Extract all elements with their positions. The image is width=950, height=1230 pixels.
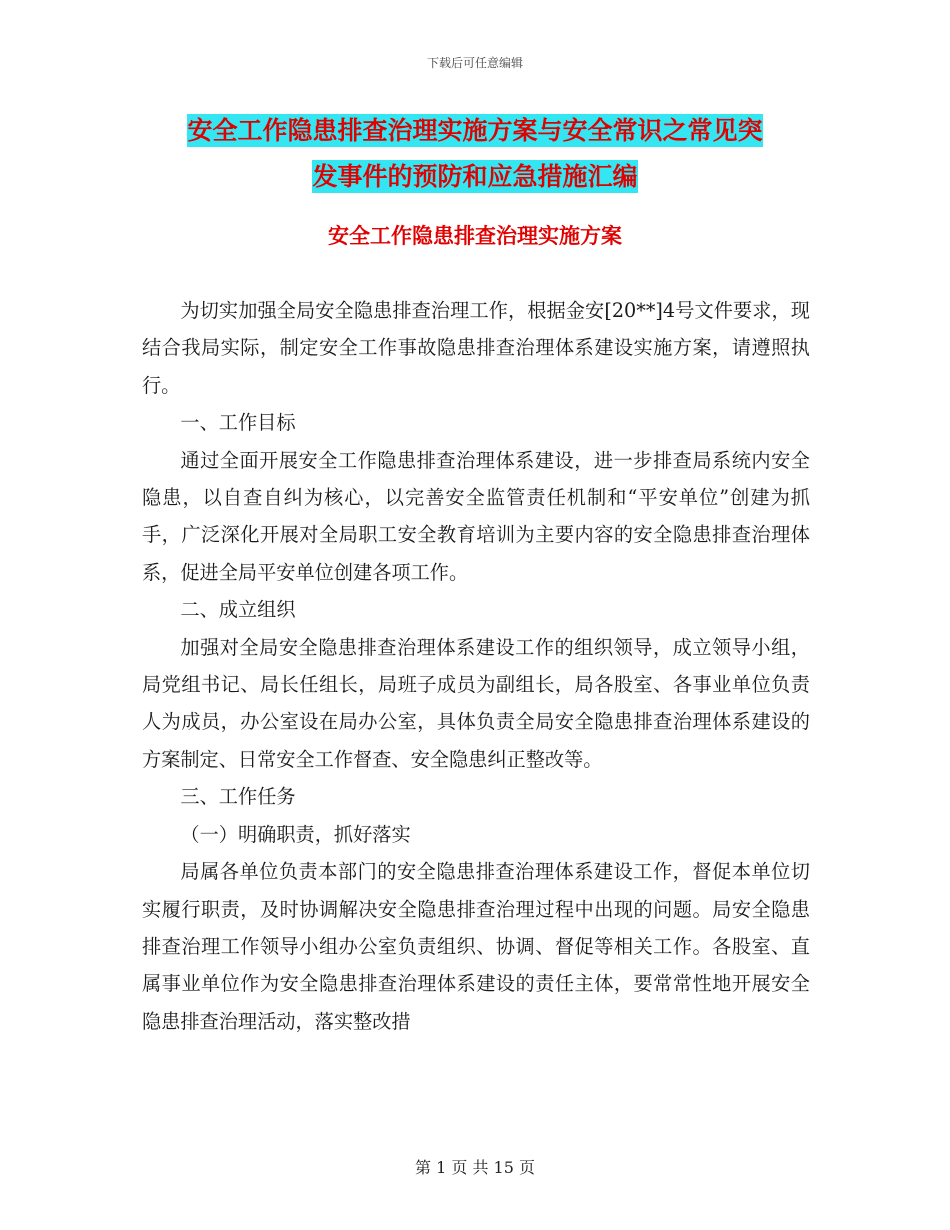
paragraph-responsibilities: 局属各单位负责本部门的安全隐患排查治理体系建设工作，督促本单位切实履行职责，及时协调解决安全隐患排查治理过程中出现的问题。局安全隐患排查治理工作领导小组办公室负责组织、协调、督促等相关工作。各股室、直属事业单位作为安全隐患排查治理体系建设的责任主体，要常常性地开展安全隐患排查治理活动，落实整改措 xyxy=(142,860,810,1033)
section-title: 安全工作隐患排查治理实施方案 xyxy=(328,224,622,248)
paragraph-organization: 加强对全局安全隐患排查治理体系建设工作的组织领导，成立领导小组，局党组书记、局长任组长，局班子成员为副组长，局各股室、各事业单位负责人为成员，办公室设在局办公室，具体负责全局安全隐患排查治理体系建设的方案制定、日常安全工作督查、安全隐患纠正整改等。 xyxy=(142,635,810,771)
title-line-2: 发事件的预防和应急措施汇编 xyxy=(312,162,638,191)
subheading-responsibilities: （一）明确职责，抓好落实 xyxy=(180,822,411,846)
heading-work-goal: 一、工作目标 xyxy=(180,411,296,435)
heading-work-tasks: 三、工作任务 xyxy=(180,785,296,809)
heading-organization: 二、成立组织 xyxy=(180,598,296,622)
document-title xyxy=(140,108,810,200)
header-note: 下载后可任意编辑 xyxy=(426,56,523,70)
paragraph-work-goal: 通过全面开展安全工作隐患排查治理体系建设，进一步排查局系统内安全隐患，以自查自纠为核心，以完善安全监管责任机制和“平安单位”创建为抓手，广泛深化开展对全局职工安全教育培训为主要内容的安全隐患排查治理体系，促进全局平安单位创建各项工作。 xyxy=(142,448,810,584)
title-line-1: 安全工作隐患排查治理实施方案与安全常识之常见突 xyxy=(187,116,763,145)
paragraph-intro: 为切实加强全局安全隐患排查治理工作，根据金安[20**]4号文件要求，现结合我局实际，制定安全工作事故隐患排查治理体系建设实施方案，请遵照执行。 xyxy=(142,299,810,397)
body-text xyxy=(142,292,810,1040)
page-number: 第 1 页 共 15 页 xyxy=(415,1158,535,1177)
